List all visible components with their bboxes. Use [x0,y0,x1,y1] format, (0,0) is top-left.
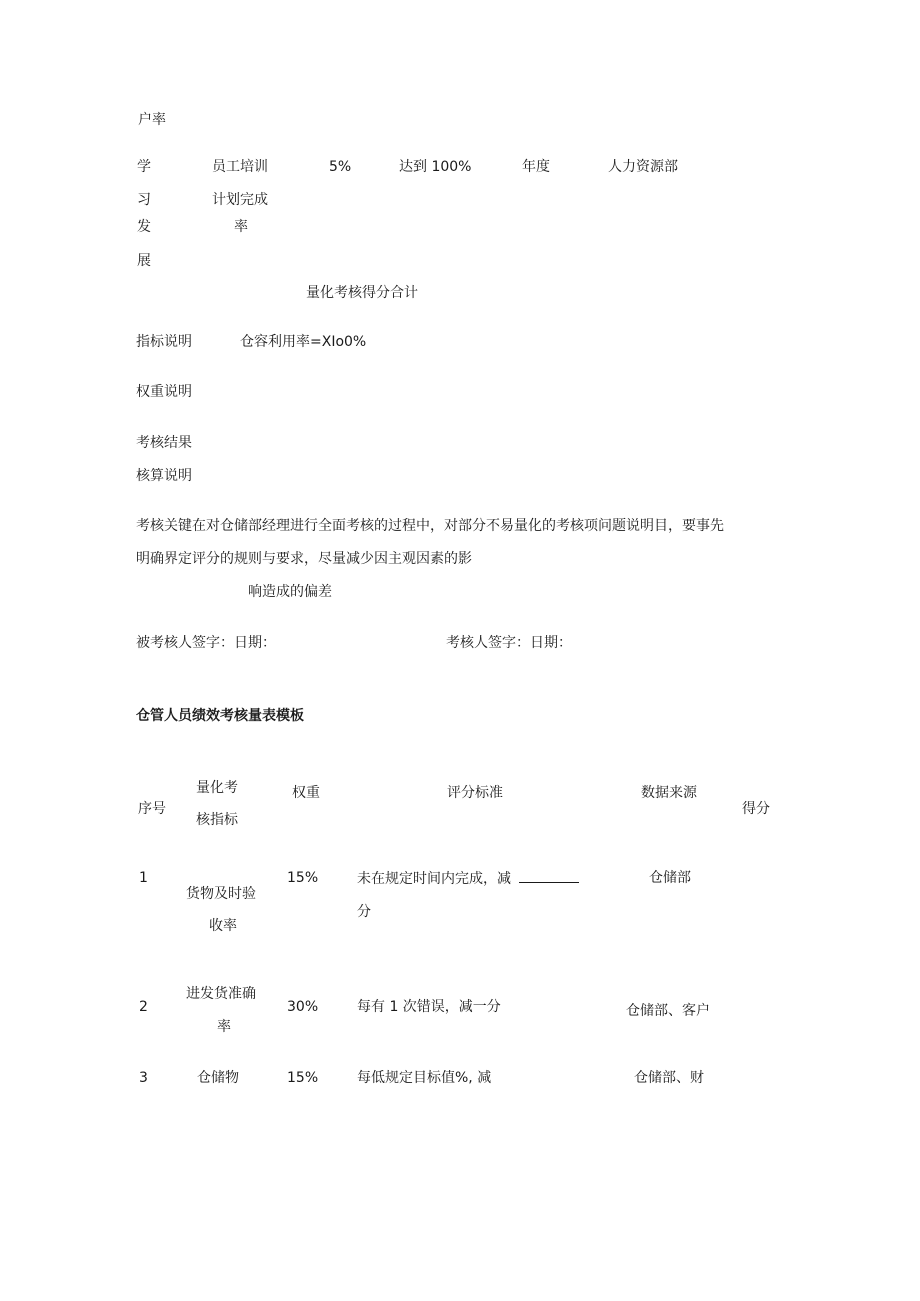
header-score: 得分 [742,801,770,817]
row-3-source: 仓储部、财 [634,1070,704,1086]
header-criteria: 评分标准 [447,785,503,801]
indicator-explanation-label: 指标说明 [136,334,192,350]
row-2-weight: 30% [287,999,319,1015]
dimension-char-4: 展 [137,253,151,269]
total-score-label: 量化考核得分合计 [306,285,418,301]
row-3-criteria: 每低规定目标值%, 减 [357,1070,492,1086]
row-2-criteria: 每有 1 次错误，减一分 [357,999,501,1015]
indicator-line-3: 率 [234,219,248,235]
row-2-source: 仓储部、客户 [626,1003,710,1019]
row-2-indicator-line-2: 率 [217,1019,231,1035]
row-2-indicator-line-1: 进发货准确 [186,986,256,1002]
dimension-char-2: 习 [137,192,151,208]
section-title: 仓管人员绩效考核量表模板 [136,708,304,724]
row-3-seq: 3 [139,1070,148,1086]
header-seq: 序号 [138,801,166,817]
calc-label: 核算说明 [136,468,192,484]
row-3-indicator: 仓储物 [197,1070,239,1086]
weight-value: 5% [329,159,352,175]
header-indicator-line-1: 量化考 [196,780,238,796]
indicator-formula: 仓容利用率=XIo0% [240,334,367,350]
row-1-indicator-line-1: 货物及时验 [186,886,256,902]
explanation-paragraph-line-2: 明确界定评分的规则与要求，尽量减少因主观因素的影 [136,551,472,567]
target-value: 达到 100% [399,159,472,175]
weight-explanation-label: 权重说明 [136,384,192,400]
row-1-indicator-line-2: 收率 [209,918,237,934]
header-weight: 权重 [292,785,320,801]
explanation-paragraph-line-3: 响造成的偏差 [248,584,332,600]
assessee-signature: 被考核人签字：日期： [136,635,276,651]
indicator-line-1: 员工培训 [212,159,268,175]
header-indicator-line-2: 核指标 [196,812,238,828]
source-value: 人力资源部 [608,159,678,175]
dimension-char-3: 发 [137,219,151,235]
dimension-char-1: 学 [137,159,151,175]
explanation-paragraph-line-1: 考核关键在对仓储部经理进行全面考核的过程中，对部分不易量化的考核项问题说明目，要事先 [136,518,724,534]
fill-in-blank [519,870,579,883]
result-label: 考核结果 [136,435,192,451]
assessor-signature: 考核人签字：日期： [446,635,572,651]
row-1-weight: 15% [287,870,319,886]
cycle-value: 年度 [522,159,550,175]
row-3-weight: 15% [287,1070,319,1086]
row-1-criteria-line-2: 分 [357,904,371,920]
header-source: 数据来源 [641,785,697,801]
carry-over-text: 户率 [138,112,166,128]
row-1-source: 仓储部 [649,870,691,886]
row-1-criteria-line-1: 未在规定时间内完成，减 [357,870,579,888]
indicator-line-2: 计划完成 [212,192,268,208]
row-1-seq: 1 [139,870,148,886]
row-2-seq: 2 [139,999,148,1015]
